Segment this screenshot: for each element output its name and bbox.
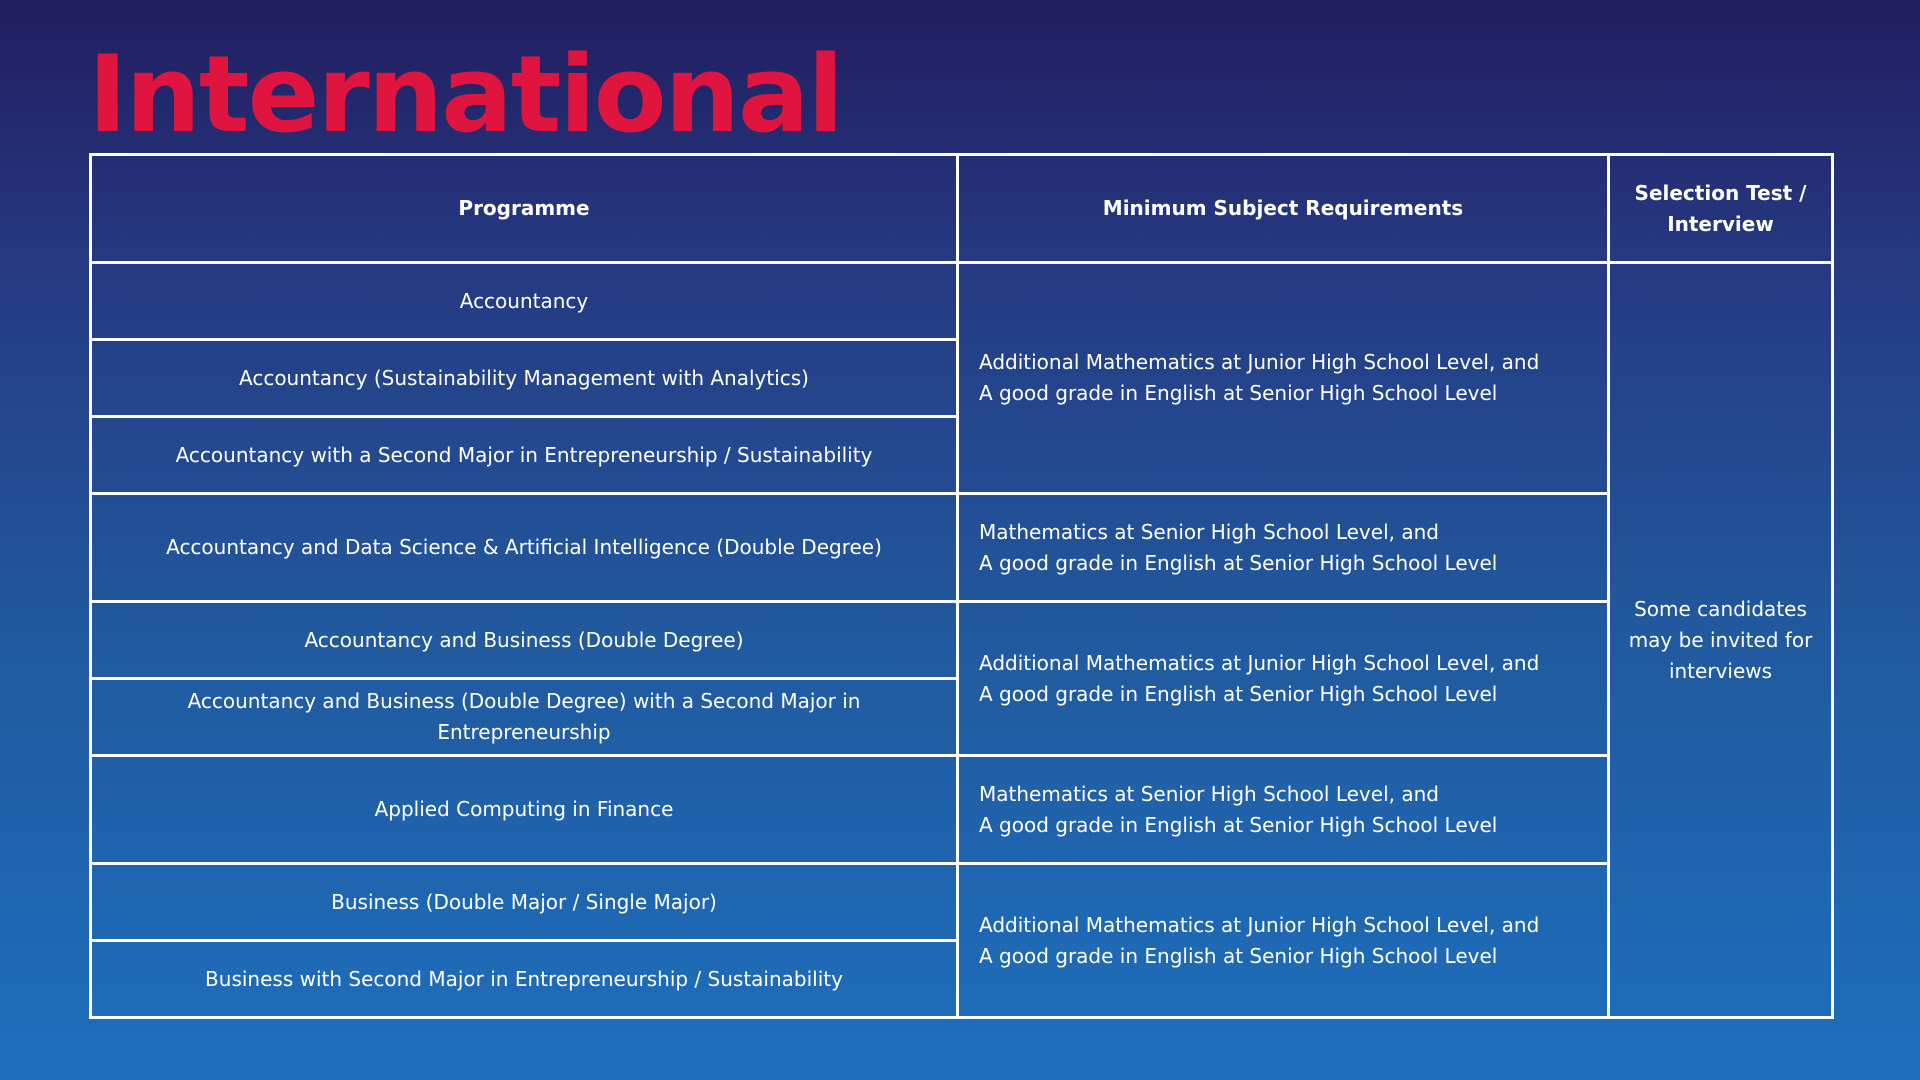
requirement-cell xyxy=(958,602,1609,756)
requirement-line: A good grade in English at Senior High School Level xyxy=(979,943,1498,968)
requirement-line: Additional Mathematics at Junior High School Level, and xyxy=(979,350,1540,374)
header-programme: Programme xyxy=(91,155,958,263)
table-header-row xyxy=(91,155,1833,263)
requirement-line: Additional Mathematics at Junior High School Level, and xyxy=(979,650,1540,675)
page-title: International xyxy=(88,33,842,156)
programme-cell: Accountancy and Data Science & Artificial Intelligence (Double Degree) xyxy=(91,494,958,602)
table-row xyxy=(91,864,1833,941)
selection-line: interviews xyxy=(1668,658,1773,683)
header-selection-line: Interview xyxy=(1667,211,1774,236)
table-row xyxy=(91,494,1833,602)
requirement-cell xyxy=(958,756,1609,864)
selection-cell xyxy=(1609,263,1833,1018)
table-row xyxy=(91,602,1833,679)
programme-cell: Accountancy and Business (Double Degree) xyxy=(91,602,958,679)
requirement-line: Mathematics at Senior High School Level, and xyxy=(979,519,1439,544)
table-row xyxy=(91,263,1833,340)
requirement-line: A good grade in English at Senior High School Level xyxy=(979,812,1498,837)
requirement-line: Additional Mathematics at Junior High School Level, and xyxy=(979,912,1540,937)
programme-cell: Applied Computing in Finance xyxy=(91,756,958,864)
requirement-line: A good grade in English at Senior High School Level xyxy=(979,550,1498,575)
requirement-cell xyxy=(958,263,1609,494)
requirement-cell xyxy=(958,494,1609,602)
requirement-line: A good grade in English at Senior High School Level xyxy=(979,381,1498,405)
requirement-line: Mathematics at Senior High School Level, and xyxy=(979,781,1439,806)
selection-line: may be invited for xyxy=(1628,627,1813,652)
selection-line: Some candidates xyxy=(1634,596,1807,621)
header-selection xyxy=(1609,155,1833,263)
requirement-line: A good grade in English at Senior High School Level xyxy=(979,681,1498,706)
table-row xyxy=(91,756,1833,864)
requirements-table xyxy=(89,153,1834,1019)
header-requirements: Minimum Subject Requirements xyxy=(958,155,1609,263)
programme-cell: Business (Double Major / Single Major) xyxy=(91,864,958,941)
programme-cell: Accountancy xyxy=(91,263,958,340)
programme-cell: Business with Second Major in Entrepreneurship / Sustainability xyxy=(91,941,958,1018)
programme-cell: Accountancy with a Second Major in Entrepreneurship / Sustainability xyxy=(91,417,958,494)
header-selection-line: Selection Test / xyxy=(1634,180,1807,205)
requirement-cell xyxy=(958,864,1609,1018)
programme-cell: Accountancy and Business (Double Degree) with a Second Major in Entrepreneurship xyxy=(91,679,958,756)
programme-cell: Accountancy (Sustainability Management with Analytics) xyxy=(91,340,958,417)
